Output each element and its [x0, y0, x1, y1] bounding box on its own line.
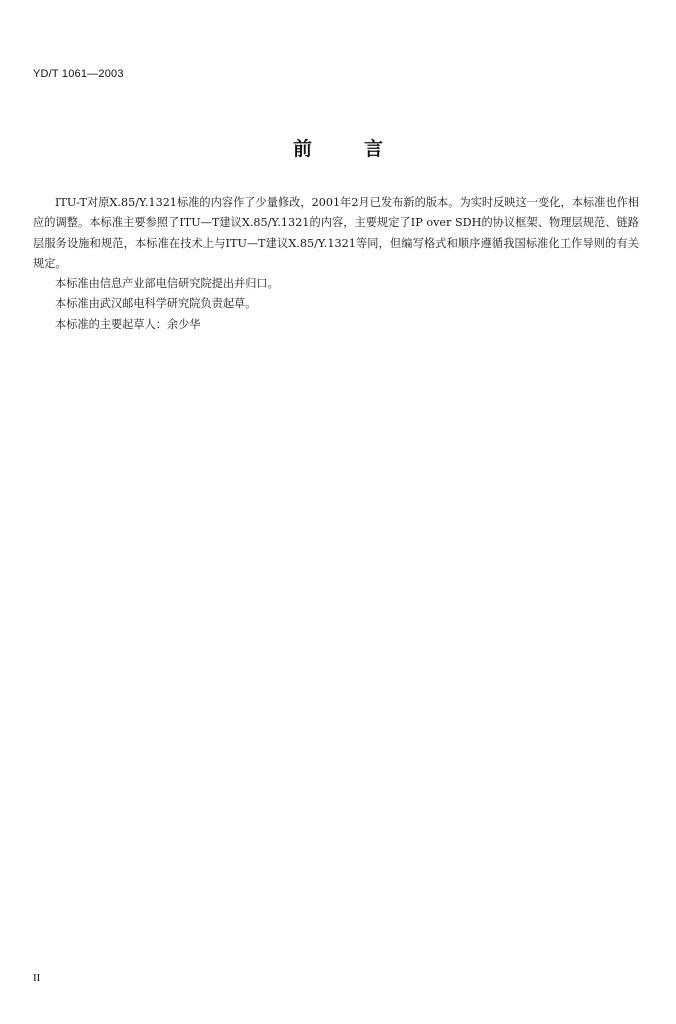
paragraph: 本标准的主要起草人：余少华 [55, 317, 201, 331]
standard-code: YD/T 1061—2003 [33, 68, 124, 80]
paragraph: ITU-T对原X.85/Y.1321标准的内容作了少量修改，2001年2月已发布新的版本。为实时反映这一变化，本标准也作相应的调整。本标准主要参照了ITU—T建议X.85/Y.1321的内容，主要规定了IP over SDH的协议框架、物理层规范、链路层服务设施和规范，本标准在技术上与ITU—T建议X.85/Y.1321等同，但编写格式和顺序遵循我国标准化工作导则的有关规定。 [33, 196, 639, 270]
paragraph: 本标准由武汉邮电科学研究院负责起草。 [55, 297, 257, 311]
page-number: II [33, 972, 41, 984]
foreword-body [33, 193, 639, 335]
section-title: 前言 [292, 138, 435, 160]
paragraph: 本标准由信息产业部电信研究院提出并归口。 [55, 277, 279, 291]
